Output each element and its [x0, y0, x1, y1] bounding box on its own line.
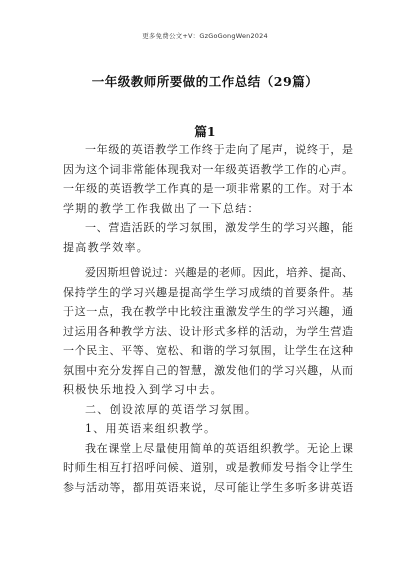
text-line: 积极快乐地投入到学习中去。: [63, 383, 223, 396]
text-line: 氛围中充分发挥自己的智慧，激发他们的学习兴趣，从而: [63, 363, 353, 377]
text-line: 时师生相互打招呼问候、道别，或是教师发号指令让学生: [63, 461, 353, 474]
text-line: 因为这个词非常能体现我对一年级英语教学工作的心声。: [63, 162, 353, 176]
header-note: 更多免费公文+V：GzGoGongWen2024: [142, 32, 268, 40]
text-line: 保持学生的学习兴趣是提高学生学习成绩的首要条件。基: [63, 285, 353, 299]
text-line: 爱因斯坦曾说过：兴趣是的老师。因此，培养、提高、: [85, 266, 353, 279]
text-line: 一年级的英语教学工作终于走向了尾声，说终于，是: [85, 143, 353, 156]
text-line: 过运用各种教学方法、设计形式多样的活动，为学生营造: [63, 324, 353, 338]
paragraph-point-one: [63, 218, 353, 257]
text-line: 一、营造活跃的学习氛围，激发学生的学习兴趣，能: [85, 221, 353, 234]
text-line: 提高教学效率。: [63, 240, 150, 254]
paragraph-einstein: [63, 263, 353, 400]
body-text: [63, 140, 353, 497]
text-line: 学期的教学工作我做出了一下总结：: [63, 201, 260, 215]
section-heading: 篇1: [194, 124, 216, 139]
document-title: 一年级教师所要做的工作总结（29篇）: [91, 74, 319, 89]
paragraph-classroom-english: [63, 439, 353, 498]
text-line: 二、创设浓厚的英语学习氛围。: [85, 402, 258, 416]
text-line: 一年级的英语教学工作真的是一项非常累的工作。对于本: [63, 182, 353, 195]
text-line: 一个民主、平等、宽松、和谐的学习氛围，让学生在这种: [63, 344, 353, 357]
text-line: 1、用英语来组织教学。: [85, 422, 217, 435]
paragraph-intro: [63, 140, 353, 218]
text-line: 于这一点，我在教学中比较注重激发学生的学习兴趣，通: [63, 305, 353, 318]
paragraph-subpoint-one: [63, 419, 353, 439]
text-line: 参与活动等，都用英语来说，尽可能让学生多听多讲英语: [63, 480, 353, 494]
paragraph-point-two: [63, 400, 353, 420]
text-line: 我在课堂上尽量使用简单的英语组织教学。无论上课: [85, 441, 353, 455]
